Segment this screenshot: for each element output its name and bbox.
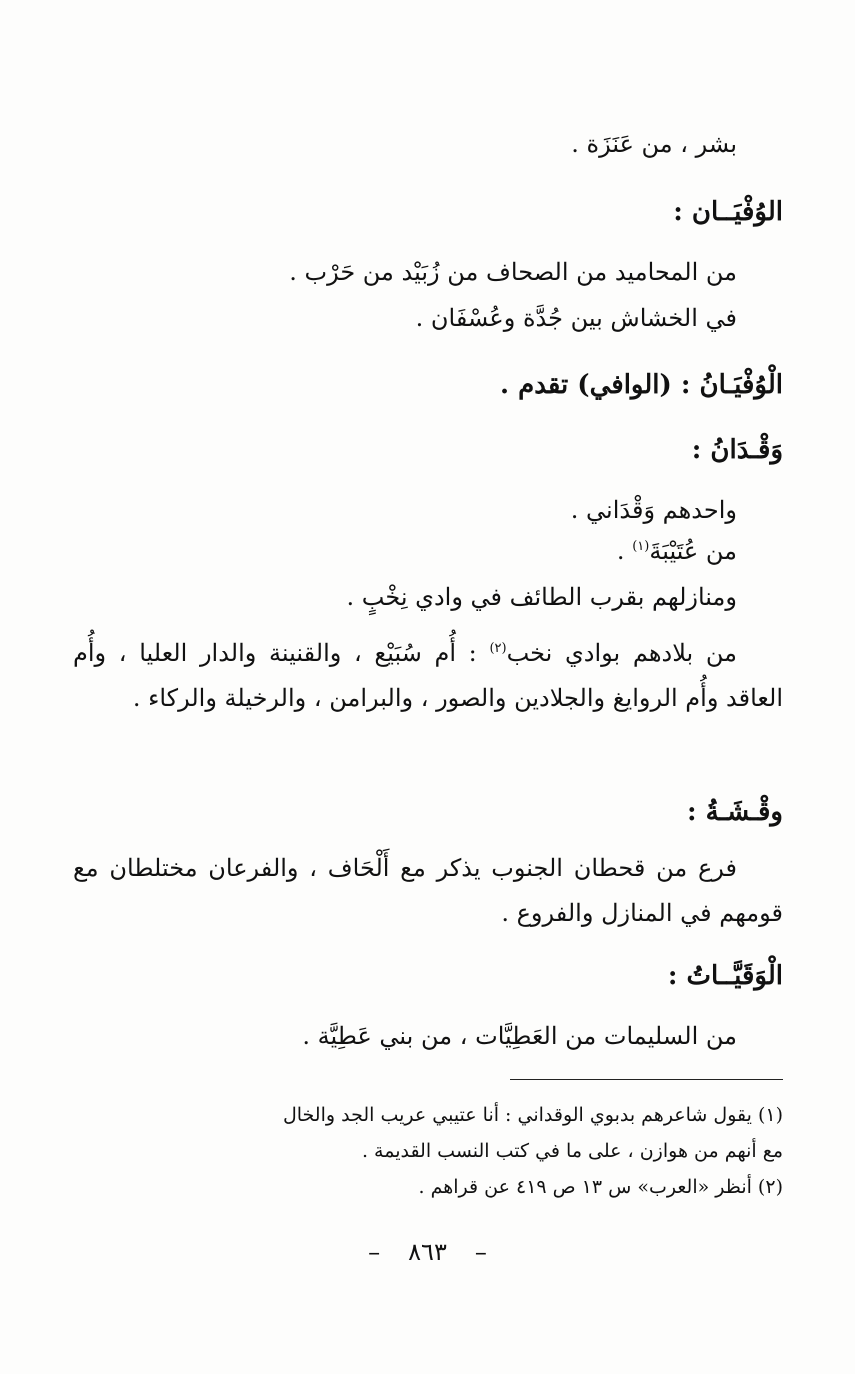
text-line: ومنازلهم بقرب الطائف في وادي نِخْبٍ . <box>346 583 737 611</box>
footnote-separator <box>510 1079 783 1080</box>
entry-heading: وقْـشَـةُ : <box>686 797 783 827</box>
entry-heading: وَقْـدَانُ : <box>691 435 783 465</box>
text-line: في الخشاش بين جُدَّة وعُسْفَان . <box>415 304 737 332</box>
entry-heading: الوُفْيَــان : <box>673 197 783 227</box>
paragraph <box>73 846 783 936</box>
entry-heading: الْوَقَيَّــاتُ : <box>667 961 783 991</box>
footnote-marker: (١) <box>632 539 650 554</box>
text-span: : أُم سُبَيْع ، والقنينة والدار العليا ، وأُم العاقد وأُم الروايغ والجلادين والصور ، والبرامن ، والرخيلة والركاء . <box>73 639 783 712</box>
text-line <box>617 535 737 567</box>
text-span: فرع من قحطان الجنوب يذكر مع أَلْحَاف ، والفرعان مختلطان مع قومهم في المنازل والفروع . <box>73 854 783 927</box>
page-number <box>0 1238 855 1266</box>
footnote: (١) يقول شاعرهم بدبوي الوقداني : أنا عتيبي عريب الجد والخال <box>282 1104 783 1126</box>
text-line: واحدهم وَقْدَاني . <box>570 496 737 524</box>
text-span: من بلادهم بوادي نخب <box>506 639 737 667</box>
page-number-value: ٨٦٣ <box>408 1238 447 1266</box>
footnote: (٢) أنظر «العرب» س ١٣ ص ٤١٩ عن قراهم . <box>418 1176 783 1198</box>
text-line: من المحاميد من الصحاف من زُبَيْد من حَرْب . <box>289 258 737 286</box>
text-line: بشر ، من عَنَزَة . <box>571 130 737 158</box>
paragraph <box>73 631 783 721</box>
text-span: . <box>616 537 633 565</box>
entry-heading: الْوُفْيَـانُ : (الوافي) تقدم . <box>500 370 783 400</box>
text-line: من السليمات من العَطِيَّات ، من بني عَطِيَّة . <box>302 1022 737 1050</box>
text-span: من عُتَيْبَةَ <box>649 537 737 565</box>
page-number-dash: – <box>474 1238 487 1266</box>
footnote: مع أنهم من هوازن ، على ما في كتب النسب القديمة . <box>361 1140 783 1162</box>
page-number-dash: – <box>368 1238 381 1266</box>
footnote-marker: (٢) <box>489 641 507 656</box>
